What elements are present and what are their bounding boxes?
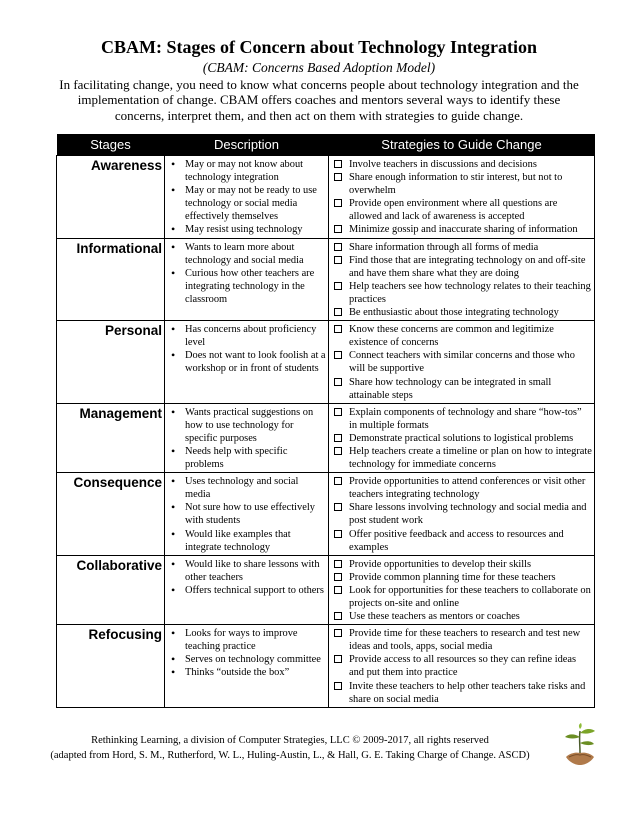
table-row [57,238,595,321]
strategy-checkbox-item: Provide opportunities to attend conferences or visit other teachers integrating technology [331,475,592,501]
description-list [167,241,326,306]
strategy-checkbox-item: Invite these teachers to help other teachers take risks and share on social media [331,680,592,706]
description-list [167,323,326,375]
stages-table [56,134,595,708]
strategy-checkbox-item: Provide open environment where all questions are allowed and lack of awareness is accepted [331,197,592,223]
footer-copyright: Rethinking Learning, a division of Computer Strategies, LLC © 2009-2017, all rights reserved [91,735,489,746]
strategy-checkbox-item: Find those that are integrating technology on and off-site and have them share what they are doing [331,254,592,280]
strategy-checkbox-item: Look for opportunities for these teachers to collaborate on projects on-site and online [331,584,592,610]
page-title: CBAM: Stages of Concern about Technology Integration [100,37,537,57]
description-item: • Thinks “outside the box” [167,666,326,679]
description-item: • Not sure how to use effectively with students [167,501,326,527]
strategies-cell [329,156,595,239]
description-item: • Wants practical suggestions on how to use technology for specific purposes [167,406,326,445]
stage-name: Informational [57,238,165,321]
column-header-stages: Stages [57,134,165,156]
column-header-description: Description [165,134,329,156]
strategies-list [331,558,592,623]
strategy-checkbox-item: Provide opportunities to develop their skills [331,558,592,571]
strategy-checkbox-item: Help teachers see how technology relates to their teaching practices [331,280,592,306]
description-item: • Would like examples that integrate technology [167,528,326,554]
stage-name: Refocusing [57,625,165,708]
stage-name: Personal [57,321,165,404]
stage-description-cell [165,625,329,708]
description-item: • Has concerns about proficiency level [167,323,326,349]
description-list [167,158,326,237]
footer-citation: (adapted from Hord, S. M., Rutherford, W. L., Huling-Austin, L., & Hall, G. E. Taking Charge of Change. ASCD) [50,750,530,761]
strategies-list [331,158,592,237]
stage-description-cell [165,473,329,556]
strategy-checkbox-item: Know these concerns are common and legitimize existence of concerns [331,323,592,349]
description-item: • Uses technology and social media [167,475,326,501]
strategies-list [331,627,592,706]
stage-name: Collaborative [57,555,165,624]
strategies-list [331,323,592,402]
strategies-list [331,241,592,320]
strategy-checkbox-item: Explain components of technology and share “how-tos” in multiple formats [331,406,592,432]
strategy-checkbox-item: Use these teachers as mentors or coaches [331,610,592,623]
page-subtitle: (CBAM: Concerns Based Adoption Model) [202,60,436,75]
stage-name: Management [57,403,165,472]
strategies-cell [329,473,595,556]
table-row [57,403,595,472]
strategy-checkbox-item: Help teachers create a timeline or plan on how to integrate technology for immediate concerns [331,445,592,471]
description-list [167,406,326,471]
stage-description-cell [165,555,329,624]
stage-description-cell [165,156,329,239]
description-item: • Would like to share lessons with other teachers [167,558,326,584]
description-list [167,558,326,597]
description-item: • May or may not be ready to use technology or social media effectively themselves [167,184,326,223]
stage-description-cell [165,321,329,404]
description-item: • May resist using technology [167,223,326,236]
description-list [167,475,326,554]
description-item: • Offers technical support to others [167,584,326,597]
footer [20,733,560,763]
description-item: • Needs help with specific problems [167,445,326,471]
description-item: • Wants to learn more about technology and social media [167,241,326,267]
strategies-cell [329,403,595,472]
strategies-cell [329,321,595,404]
strategy-checkbox-item: Offer positive feedback and access to resources and examples [331,528,592,554]
strategy-checkbox-item: Share lessons involving technology and social media and post student work [331,501,592,527]
table-row [57,555,595,624]
strategy-checkbox-item: Share how technology can be integrated in small attainable steps [331,376,592,402]
strategy-checkbox-item: Connect teachers with similar concerns and those who will be supportive [331,349,592,375]
strategy-checkbox-item: Share enough information to stir interest, but not to overwhelm [331,171,592,197]
strategy-checkbox-item: Minimize gossip and inaccurate sharing of information [331,223,592,236]
description-item: • May or may not know about technology integration [167,158,326,184]
table-row [57,321,595,404]
strategy-checkbox-item: Provide access to all resources so they can refine ideas and put them into practice [331,653,592,679]
table-header-row [57,134,595,156]
strategy-checkbox-item: Demonstrate practical solutions to logistical problems [331,432,592,445]
strategy-checkbox-item: Provide time for these teachers to research and test new ideas and tools, apps, social media [331,627,592,653]
strategy-checkbox-item: Be enthusiastic about those integrating technology [331,306,592,319]
strategy-checkbox-item: Share information through all forms of media [331,241,592,254]
description-item: • Serves on technology committee [167,653,326,666]
description-item: • Looks for ways to improve teaching practice [167,627,326,653]
description-item: • Curious how other teachers are integrating technology in the classroom [167,267,326,306]
stage-description-cell [165,238,329,321]
table-row [57,156,595,239]
stage-description-cell [165,403,329,472]
seedling-in-hands-icon [560,723,600,768]
strategies-list [331,406,592,471]
description-list [167,627,326,679]
stage-name: Awareness [57,156,165,239]
strategies-cell [329,555,595,624]
table-row [57,625,595,708]
intro-paragraph: In facilitating change, you need to know what concerns people about technology integration and the implementation of change. CBAM offers coaches and mentors several ways to identify these concerns, interpret them, and then act on them with strategies to guide change. [59,77,579,123]
description-item: • Does not want to look foolish at a workshop or in front of students [167,349,326,375]
strategies-list [331,475,592,554]
table-body [57,156,595,708]
strategies-cell [329,238,595,321]
table-row [57,473,595,556]
stage-name: Consequence [57,473,165,556]
strategies-cell [329,625,595,708]
column-header-strategies: Strategies to Guide Change [329,134,595,156]
strategy-checkbox-item: Provide common planning time for these teachers [331,571,592,584]
strategy-checkbox-item: Involve teachers in discussions and decisions [331,158,592,171]
